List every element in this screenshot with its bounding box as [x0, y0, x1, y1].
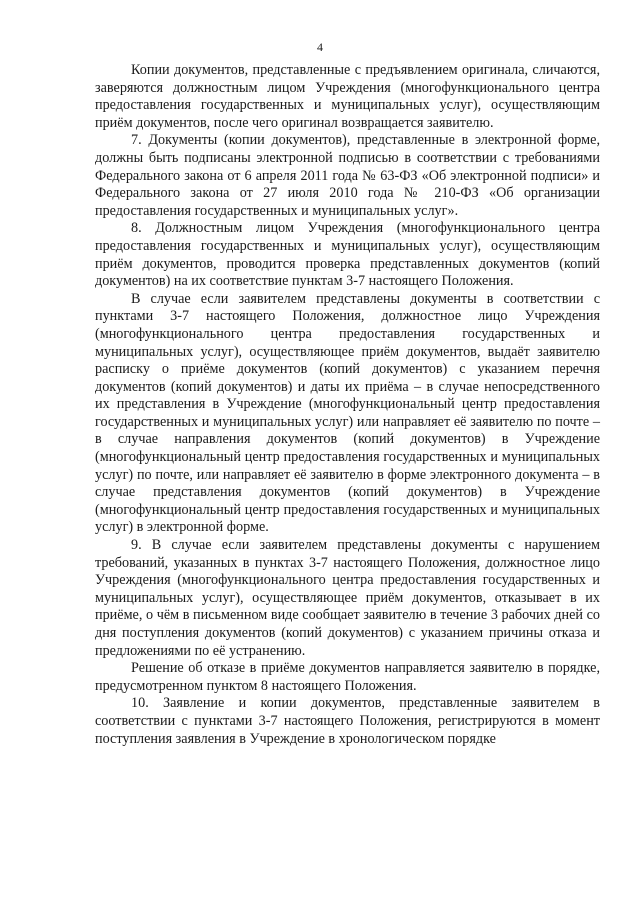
paragraph-item-7: 7. Документы (копии документов), представленные в электронной форме, должны быть подписаны электронной подписью в соответствии с требованиями Федерального закона от 6 апреля 2011 года № 63-ФЗ «Об электронной подписи» и Федерального закона от 27 июля 2010 года № 210-ФЗ «Об организации предоставления государственных и муниципальных услуг».: [95, 132, 600, 219]
document-body: [95, 62, 600, 748]
page-number: 4: [317, 40, 323, 54]
paragraph-item-10: 10. Заявление и копии документов, представленные заявителем в соответствии с пунктами 3-7 настоящего Положения, регистрируются в момент поступления заявления в Учреждение в хронологическом порядке: [95, 695, 600, 747]
paragraph-item-8: 8. Должностным лицом Учреждения (многофункционального центра предоставления государственных и муниципальных услуг), осуществляющим приём документов, проводится проверка представленных документов (копий документов) на их соответствие пунктам 3-7 настоящего Положения.: [95, 220, 600, 290]
paragraph-receipt-issuance: В случае если заявителем представлены документы в соответствии с пунктами 3-7 настоящего Положения, должностное лицо Учреждения (многофункционального центра предоставления государственных и муниципальных услуг), осуществляющее приём документов, выдаёт заявителю расписку о приёме документов (копий документов) с указанием перечня документов (копий документов) и даты их приёма – в случае непосредственного их представления в Учреждение (многофункциональный центр предоставления государственных и муниципальных услуг) или направляет её заявителю по почте – в случае направления документов (копий документов) в Учреждение (многофункциональный центр предоставления государственных и муниципальных услуг) по почте, или направляет её заявителю в форме электронного документа – в случае представления документов (копий документов) в Учреждение (многофункциональный центр предоставления государственных и муниципальных услуг) в электронной форме.: [95, 290, 600, 536]
paragraph-refusal-decision: Решение об отказе в приёме документов направляется заявителю в порядке, предусмотренном пунктом 8 настоящего Положения.: [95, 660, 600, 694]
paragraph-copies-verification: Копии документов, представленные с предъявлением оригинала, сличаются, заверяются должностным лицом Учреждения (многофункционального центра предоставления государственных и муниципальных услуг), осуществляющим приём документов, после чего оригинал возвращается заявителю.: [95, 62, 600, 131]
paragraph-item-9: 9. В случае если заявителем представлены документы с нарушением требований, указанных в пунктах 3-7 настоящего Положения, должностное лицо Учреждения (многофункционального центра предоставления государственных и муниципальных услуг), осуществляющее приём документов, отказывает в их приёме, о чём в письменном виде сообщает заявителю в течение 3 рабочих дней со дня поступления документов (копий документов) с указанием причины отказа и предложениями по её устранению.: [95, 537, 600, 659]
